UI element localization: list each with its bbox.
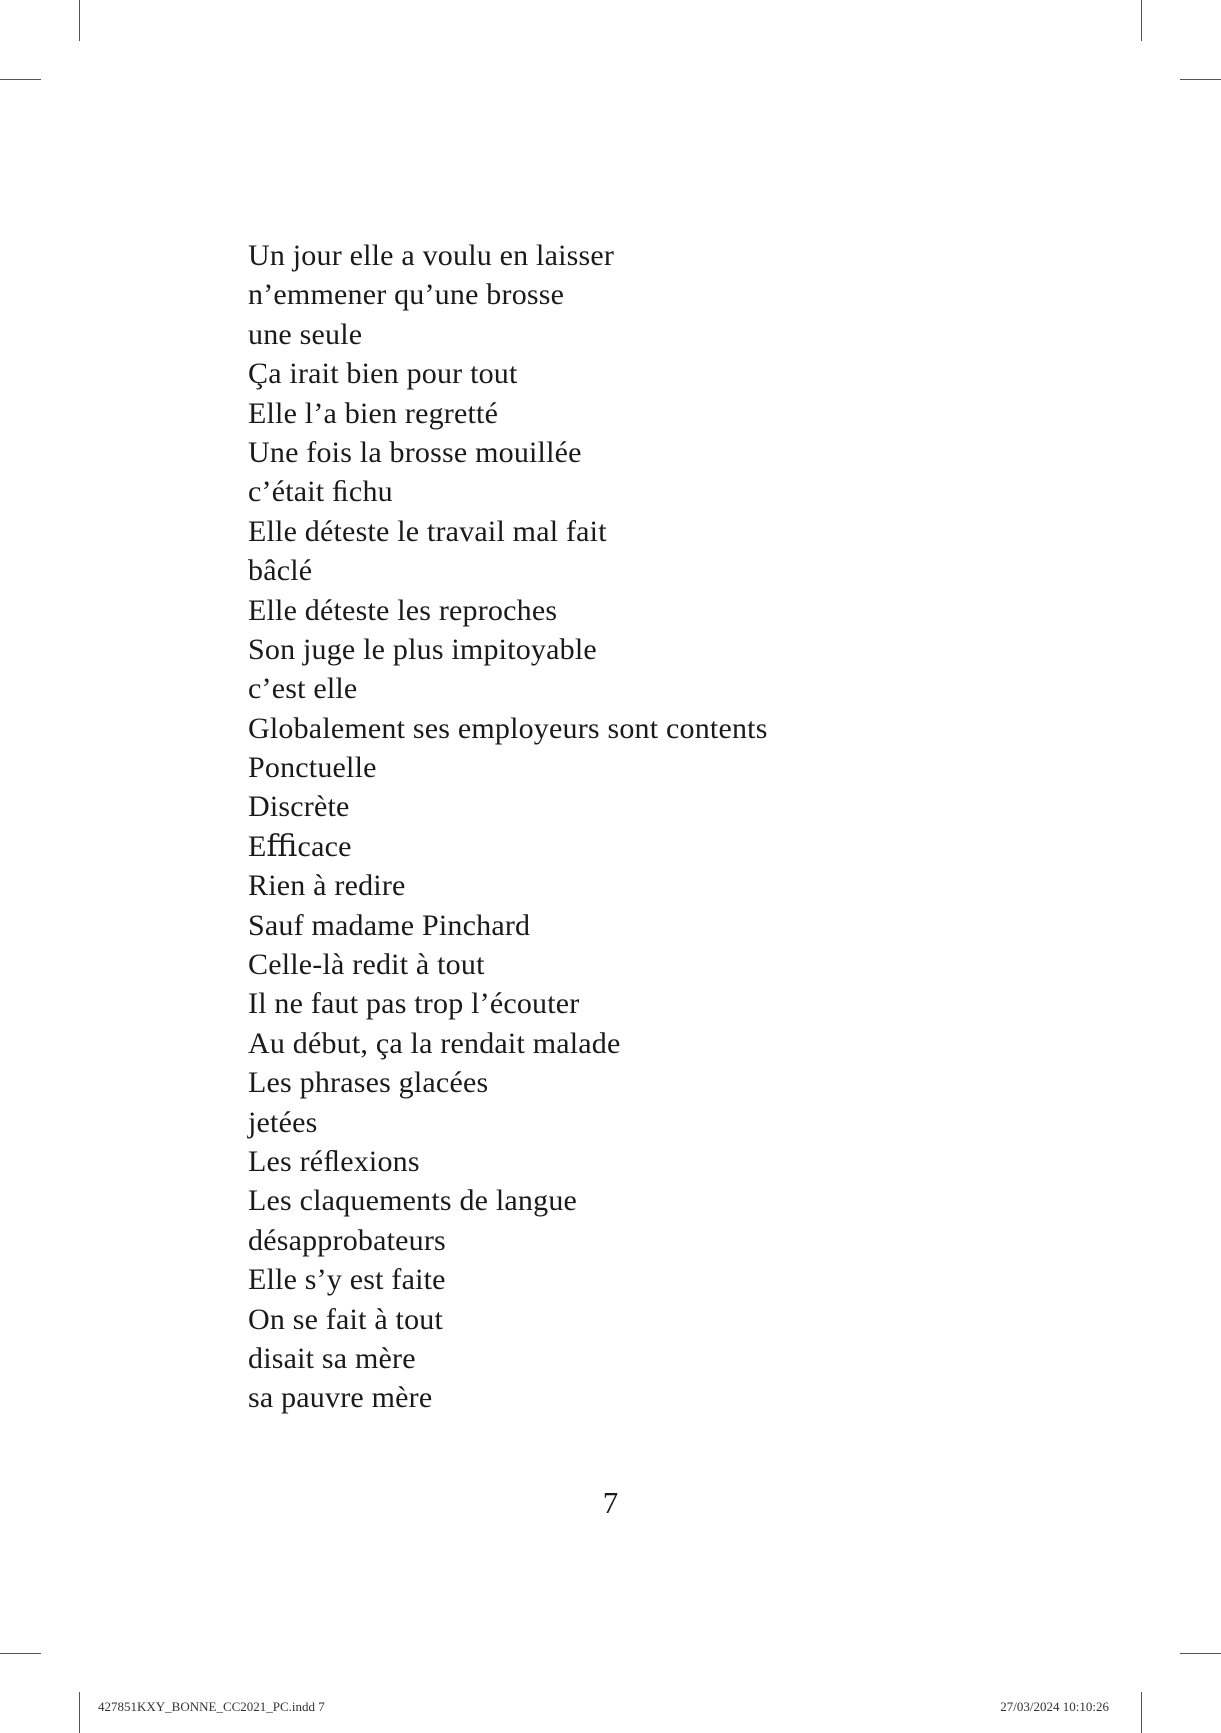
poem-line: Un jour elle a voulu en laisser xyxy=(248,239,615,272)
crop-mark-top-right-horizontal xyxy=(1180,79,1221,80)
poem-text xyxy=(248,236,768,1418)
poem-line: Une fois la brosse mouillée xyxy=(248,435,582,469)
poem-line: Les phrases glacées xyxy=(248,1066,489,1100)
poem-line: Rien à redire xyxy=(248,869,406,903)
poem-line: Il ne faut pas trop l’écouter xyxy=(248,987,580,1021)
poem-line: Elle s’y est faite xyxy=(248,1263,446,1297)
slug-file-name: 427851KXY_BONNE_CC2021_PC.indd 7 xyxy=(98,1699,325,1714)
poem-line: c’est elle xyxy=(248,672,358,706)
poem-line: Ça irait bien pour tout xyxy=(248,357,518,391)
crop-mark-bottom-right-vertical xyxy=(1141,1692,1142,1733)
poem-line: Les réﬂexions xyxy=(248,1144,420,1178)
crop-mark-bottom-left-vertical xyxy=(79,1692,80,1733)
poem-line: désapprobateurs xyxy=(248,1223,446,1257)
slug-timestamp: 27/03/2024 10:10:26 xyxy=(1000,1699,1109,1714)
page-number: 7 xyxy=(602,1485,619,1520)
poem-line: disait sa mère xyxy=(248,1341,416,1375)
poem-line: bâclé xyxy=(248,554,313,588)
poem-line: Eﬃcace xyxy=(248,829,352,863)
poem-line: Son juge le plus impitoyable xyxy=(248,632,597,666)
poem-line: Discrète xyxy=(248,790,350,824)
poem-line: Elle déteste les reproches xyxy=(248,593,558,627)
crop-mark-top-left-horizontal xyxy=(0,79,41,80)
poem-line: n’emmener qu’une brosse xyxy=(248,278,565,312)
poem-line: jetées xyxy=(248,1105,318,1139)
crop-mark-top-right-vertical xyxy=(1141,0,1142,41)
poem-line: Elle l’a bien regretté xyxy=(248,396,499,430)
crop-mark-bottom-left-horizontal xyxy=(0,1653,41,1654)
poem-line: une seule xyxy=(248,317,363,351)
poem-line: Globalement ses employeurs sont contents xyxy=(248,711,768,745)
poem-line: Elle déteste le travail mal fait xyxy=(248,514,607,548)
poem-line: sa pauvre mère xyxy=(248,1381,433,1415)
poem-line: Au début, ça la rendait malade xyxy=(248,1026,621,1060)
poem-line: On se fait à tout xyxy=(248,1302,444,1336)
poem-line: Les claquements de langue xyxy=(248,1184,578,1218)
poem-line: c’était ﬁchu xyxy=(248,475,393,509)
poem-line: Sauf madame Pinchard xyxy=(248,908,531,942)
crop-mark-bottom-right-horizontal xyxy=(1180,1653,1221,1654)
poem-line: Ponctuelle xyxy=(248,751,377,785)
crop-mark-top-left-vertical xyxy=(79,0,80,41)
poem-line: Celle-là redit à tout xyxy=(248,948,485,982)
